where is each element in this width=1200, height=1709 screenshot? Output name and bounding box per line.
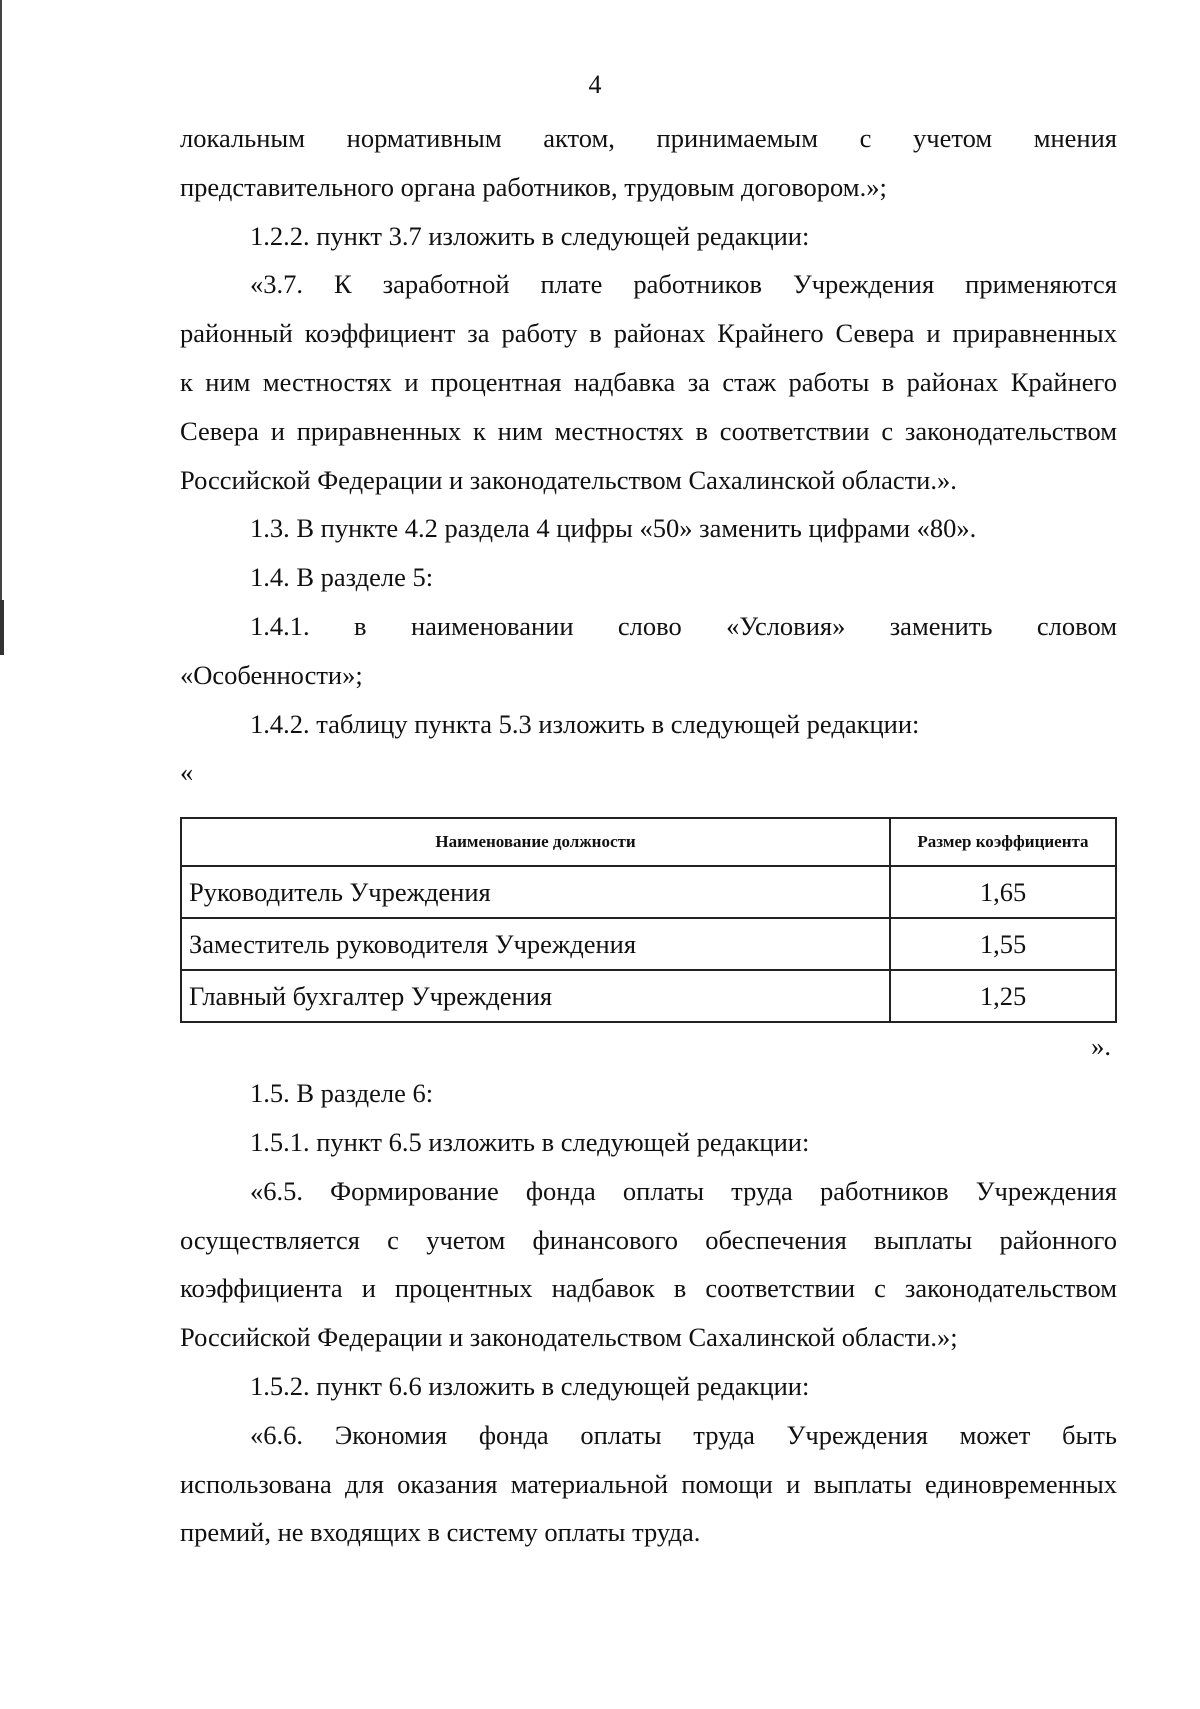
text-line: «3.7. К заработной плате работников Учреждения применяются bbox=[250, 269, 1117, 300]
document-body bbox=[180, 114, 1117, 1557]
coefficient-table bbox=[180, 817, 1117, 1023]
coefficient-cell: 1,55 bbox=[890, 918, 1116, 970]
position-cell: Главный бухгалтер Учреждения bbox=[181, 970, 890, 1022]
text-line: коэффициента и процентных надбавок в соответствии с законодательством bbox=[180, 1273, 1117, 1304]
table-quote-open: « bbox=[180, 757, 194, 788]
column-header-coefficient: Размер коэффициента bbox=[890, 818, 1116, 866]
text-line: 1.4.1. в наименовании слово «Условия» заменить словом bbox=[250, 610, 1117, 641]
column-header-position: Наименование должности bbox=[181, 818, 890, 866]
text-line: «Особенности»; bbox=[180, 659, 363, 690]
text-line: 1.4. В разделе 5: bbox=[250, 562, 434, 593]
text-line: Севера и приравненных к ним местностях в соответствии с законодательством bbox=[180, 415, 1117, 446]
table-row bbox=[181, 866, 1116, 918]
position-cell: Заместитель руководителя Учреждения bbox=[181, 918, 890, 970]
text-line: 1.5. В разделе 6: bbox=[250, 1078, 434, 1109]
text-line: Российской Федерации и законодательством Сахалинской области.». bbox=[180, 464, 957, 495]
table-row bbox=[181, 918, 1116, 970]
scan-edge-dash bbox=[0, 600, 4, 655]
text-line: представительного органа работников, трудовым договором.»; bbox=[180, 171, 887, 202]
text-line: локальным нормативным актом, принимаемым с учетом мнения bbox=[180, 123, 1117, 153]
text-line: 1.4.2. таблицу пункта 5.3 изложить в следующей редакции: bbox=[250, 708, 920, 739]
text-line: к ним местностях и процентная надбавка за стаж работы в районах Крайнего bbox=[180, 366, 1117, 397]
text-line: 1.2.2. пункт 3.7 изложить в следующей редакции: bbox=[250, 220, 810, 251]
text-line: 1.5.2. пункт 6.6 изложить в следующей редакции: bbox=[250, 1370, 810, 1401]
text-line: 1.3. В пункте 4.2 раздела 4 цифры «50» заменить цифрами «80». bbox=[250, 513, 977, 544]
text-line: Российской Федерации и законодательством Сахалинской области.»; bbox=[180, 1322, 958, 1353]
coefficient-cell: 1,25 bbox=[890, 970, 1116, 1022]
text-line: использована для оказания материальной помощи и выплаты единовременных bbox=[180, 1468, 1117, 1499]
text-line: осуществляется с учетом финансового обеспечения выплаты районного bbox=[180, 1224, 1117, 1255]
text-line: районный коэффициент за работу в районах Крайнего Севера и приравненных bbox=[180, 318, 1117, 349]
table-row bbox=[181, 970, 1116, 1022]
text-line: 1.5.1. пункт 6.5 изложить в следующей редакции: bbox=[250, 1126, 810, 1157]
coefficient-cell: 1,65 bbox=[890, 866, 1116, 918]
page-number: 4 bbox=[588, 70, 602, 99]
position-cell: Руководитель Учреждения bbox=[181, 866, 890, 918]
text-line: премий, не входящих в систему оплаты труда. bbox=[180, 1517, 701, 1548]
table-header-row bbox=[181, 818, 1116, 866]
paragraphs-bottom bbox=[180, 1069, 1117, 1557]
table-quote-close: ». bbox=[1091, 1031, 1111, 1062]
text-line: «6.5. Формирование фонда оплаты труда работников Учреждения bbox=[250, 1175, 1117, 1206]
text-line: «6.6. Экономия фонда оплаты труда Учреждения может быть bbox=[250, 1419, 1117, 1450]
paragraphs-top bbox=[180, 114, 1117, 748]
